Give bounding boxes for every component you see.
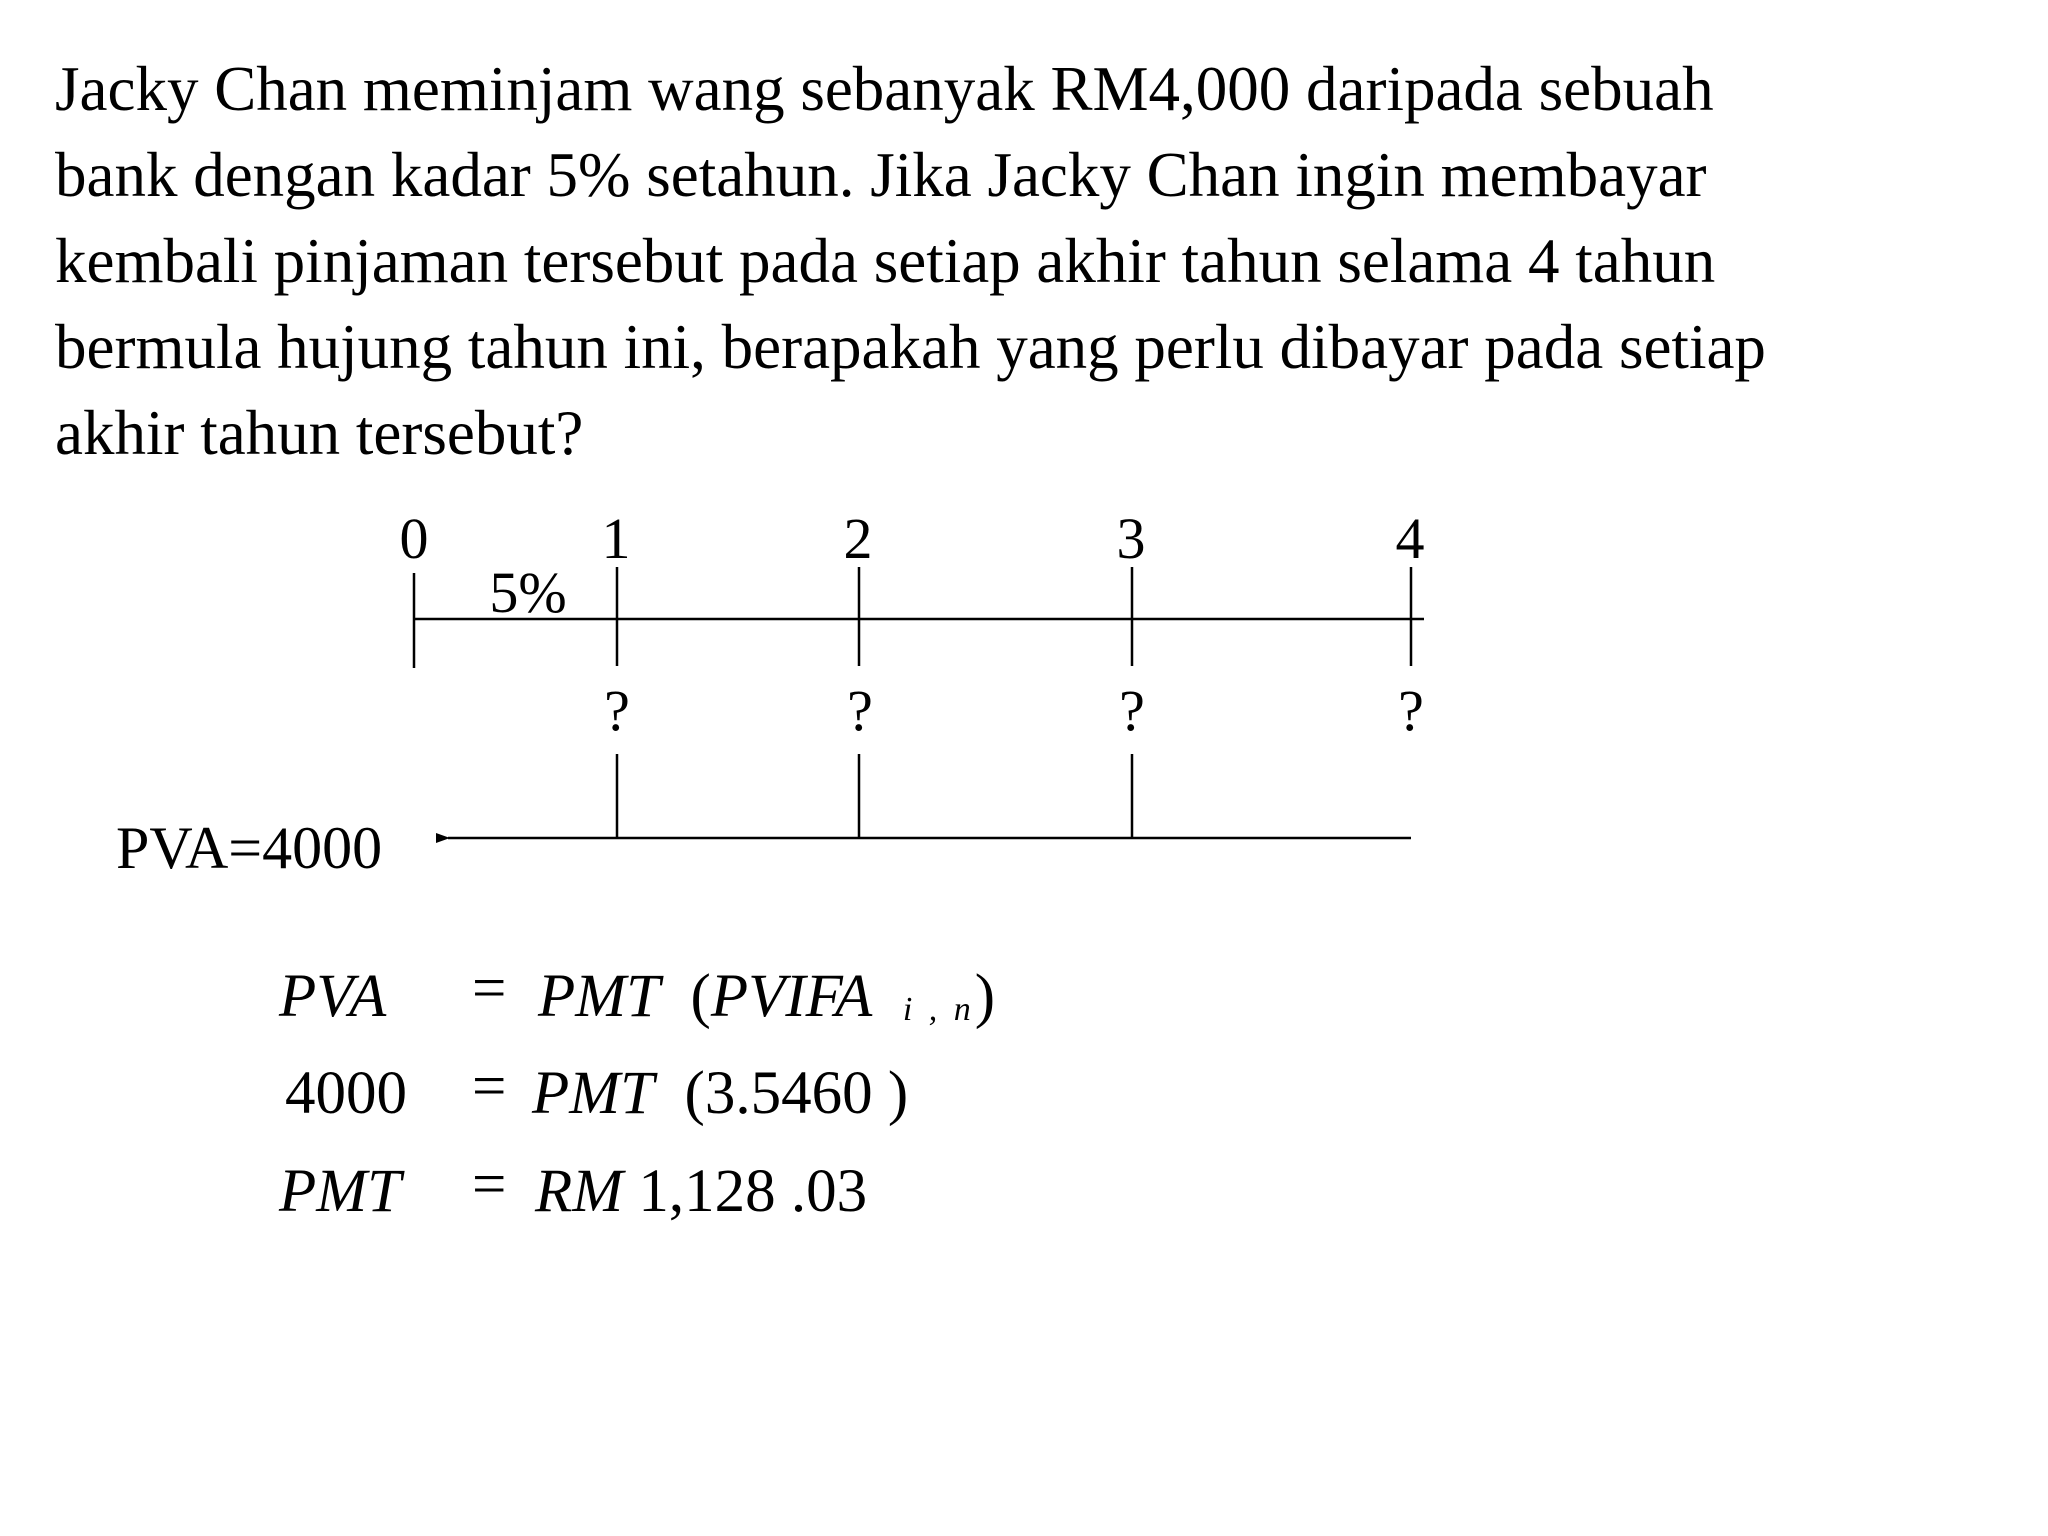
payment-unknown-2: ? [847,678,873,743]
eq1-left: PVA [279,963,387,1030]
eq3-currency: RM [535,1158,624,1225]
problem-line-3: kembali pinjaman tersebut pada setiap akhir tahun selama 4 tahun [55,226,1716,296]
problem-line-1: Jacky Chan meminjam wang sebanyak RM4,000 daripada sebuah [55,54,1714,124]
eq2-left: 4000 [285,1060,407,1127]
eq2-value: (3.5460 ) [684,1060,909,1127]
eq3-value: 1,128 .03 [638,1158,868,1225]
period-label-1: 1 [601,506,631,571]
eq1-equals: = [472,955,507,1022]
eq1-pmt: PMT [538,963,660,1030]
problem-line-2: bank dengan kadar 5% setahun. Jika Jacky Chan ingin membayar [55,140,1707,210]
eq1-open-paren: ( [690,963,711,1030]
payment-unknown-4: ? [1398,678,1424,743]
period-label-3: 3 [1116,506,1146,571]
payment-unknown-1: ? [604,678,630,743]
eq2-equals: = [472,1053,507,1120]
interest-rate-label: 5% [489,560,567,625]
eq1-close-paren: ) [974,963,996,1030]
period-label-2: 2 [843,506,873,571]
eq1-factor: PVIFA [710,963,873,1030]
eq1-right [538,962,995,1032]
eq3-left: PMT [279,1158,401,1225]
eq2-right [532,1059,908,1129]
problem-line-4: bermula hujung tahun ini, berapakah yang perlu dibayar pada setiap [55,312,1766,382]
payment-unknown-3: ? [1119,678,1145,743]
period-label-4: 4 [1395,506,1425,571]
period-label-0: 0 [399,506,429,571]
problem-line-5: akhir tahun tersebut? [55,398,584,468]
eq1-subscript: i , n [902,991,975,1028]
eq3-equals: = [472,1151,507,1218]
eq3-right [535,1157,867,1227]
eq2-pmt: PMT [532,1060,654,1127]
pva-label: PVA=4000 [116,815,383,881]
